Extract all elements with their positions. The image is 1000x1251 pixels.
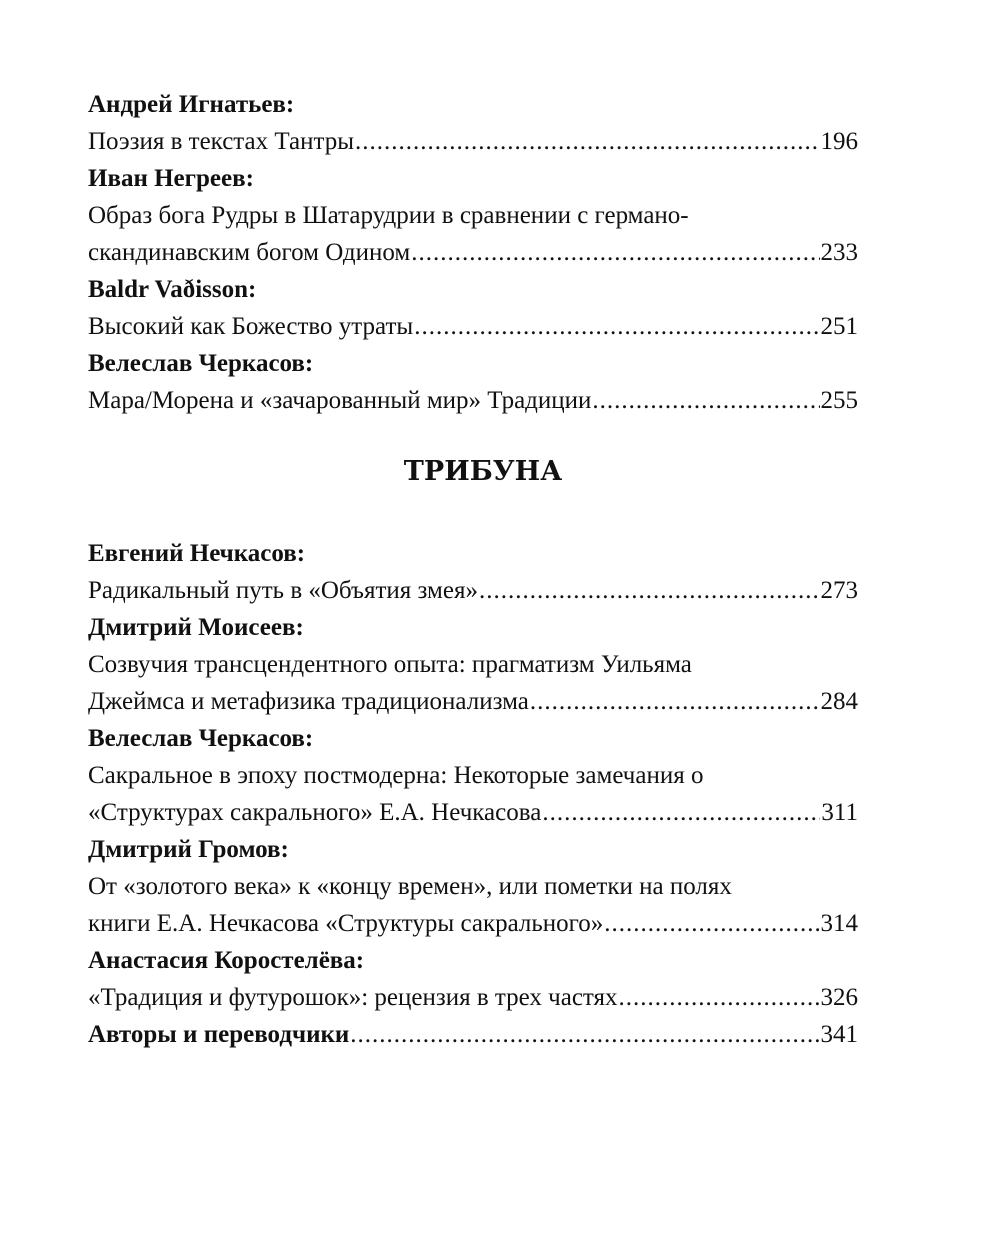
- toc-entry[interactable]: [88, 979, 858, 1016]
- dot-leader: [414, 308, 819, 345]
- toc-author: Евгений Нечкасов:: [88, 540, 306, 567]
- toc-page-number: 311: [821, 799, 858, 826]
- toc-author: Baldr Vaðisson:: [88, 276, 257, 303]
- dot-leader: [542, 794, 820, 831]
- dot-leader: [355, 123, 819, 160]
- toc-entry-title: книги Е.А. Нечкасова «Структуры сакрального»: [88, 910, 604, 937]
- toc-entry[interactable]: [88, 572, 858, 609]
- toc-author: Велеслав Черкасов:: [88, 725, 314, 752]
- toc-page-number: 326: [820, 984, 858, 1011]
- toc-author: Андрей Игнатьев:: [88, 91, 295, 118]
- dot-leader: [350, 1016, 819, 1053]
- toc-page-number: 255: [820, 387, 858, 414]
- toc-entry-title: «Традиция и футурошок»: рецензия в трех частях: [88, 984, 618, 1011]
- toc-entry[interactable]: [88, 123, 858, 160]
- dot-leader: [530, 683, 820, 720]
- toc-entry[interactable]: [88, 905, 858, 942]
- section-heading: ТРИБУНА: [403, 456, 563, 487]
- toc-author: Велеслав Черкасов:: [88, 350, 314, 377]
- toc-author: Иван Негреев:: [88, 165, 254, 192]
- toc-page-number: 284: [820, 688, 858, 715]
- toc-entry-title: Высокий как Божество утраты: [88, 313, 414, 340]
- toc-entry-title: Авторы и переводчики: [88, 1021, 350, 1048]
- toc-entry-title-line: Созвучия трансцендентного опыта: прагматизм Уильяма: [88, 651, 692, 678]
- toc-page-number: 196: [820, 128, 858, 155]
- dot-leader: [479, 572, 820, 609]
- toc-entry-title-line: От «золотого века» к «концу времен», или пометки на полях: [88, 873, 732, 900]
- toc-entry-title: Джеймса и метафизика традиционализма: [88, 688, 529, 715]
- toc-entry[interactable]: [88, 382, 858, 419]
- toc-entry-authors-translators[interactable]: [88, 1016, 858, 1053]
- toc-author: Анастасия Коростелёва:: [88, 947, 365, 974]
- toc-entry[interactable]: [88, 234, 858, 271]
- toc-entry-title-line: Сакральное в эпоху постмодерна: Некоторые замечания о: [88, 762, 704, 789]
- toc-section-1: [88, 86, 858, 419]
- dot-leader: [604, 905, 819, 942]
- toc-author: Дмитрий Громов:: [88, 836, 289, 863]
- toc-entry-title: Радикальный путь в «Объятия змея»: [88, 577, 478, 604]
- toc-entry[interactable]: [88, 308, 858, 345]
- toc-entry-title: «Структурах сакрального» Е.А. Нечкасова: [88, 799, 542, 826]
- toc-page-number: 273: [820, 577, 858, 604]
- toc-page-number: 314: [820, 910, 858, 937]
- toc-entry-title: Поэзия в текстах Тантры: [88, 128, 355, 155]
- toc-entry[interactable]: [88, 794, 858, 831]
- toc-entry-title-line: Образ бога Рудры в Шатарудрии в сравнении с германо-: [88, 202, 689, 229]
- toc-entry-title: Мара/Морена и «зачарованный мир» Традиции: [88, 387, 592, 414]
- dot-leader: [411, 234, 819, 271]
- toc-author: Дмитрий Моисеев:: [88, 614, 304, 641]
- dot-leader: [619, 979, 820, 1016]
- dot-leader: [592, 382, 819, 419]
- toc-page-number: 341: [820, 1021, 858, 1048]
- toc-entry[interactable]: [88, 683, 858, 720]
- toc-page-number: 233: [820, 239, 858, 266]
- toc-entry-title: скандинавским богом Одином: [88, 239, 411, 266]
- toc-section-2: [88, 535, 858, 1053]
- toc-page-number: 251: [820, 313, 858, 340]
